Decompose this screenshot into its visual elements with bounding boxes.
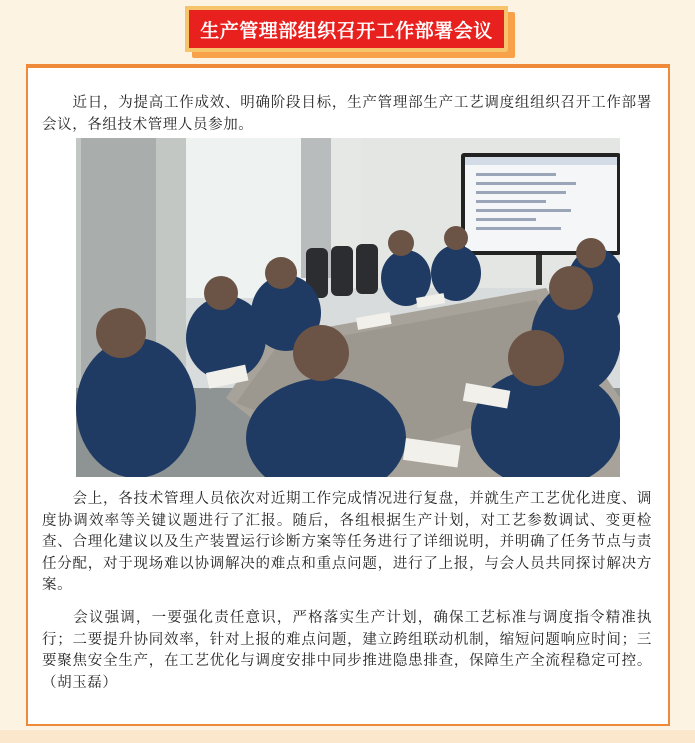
title-banner xyxy=(0,0,695,60)
meeting-photo-illustration xyxy=(76,138,620,477)
paragraph-emphasis: 会议强调，一要强化责任意识，严格落实生产计划，确保工艺标准与调度指令精准执行；二要提升协同效率，针对上报的难点问题，建立跨组联动机制，缩短问题响应时间；三要聚焦安全生产，在工艺优化与调度安排中同步推进隐患排查，保障生产全流程稳定可控。（胡玉磊） xyxy=(42,610,652,691)
page-title: 生产管理部组织召开工作部署会议 xyxy=(185,6,508,52)
paragraph-report: 会上，各技术管理人员依次对近期工作完成情况进行复盘，并就生产工艺优化进度、调度协调效率等关键议题进行了汇报。随后，各组根据生产计划，对工艺参数调试、变更检查、合理化建议以及生产装置运行诊断方案等任务进行了详细说明，并明确了任务节点与责任分配，对于现场难以协调解决的难点和重点问题，进行了上报，与会人员共同探讨解决方案。 xyxy=(42,491,652,593)
paragraph-intro: 近日，为提高工作成效、明确阶段目标，生产管理部生产工艺调度组组织召开工作部署会议，各组技术管理人员参加。 xyxy=(42,95,652,133)
bottom-strip xyxy=(0,730,695,743)
meeting-photo xyxy=(76,138,620,477)
